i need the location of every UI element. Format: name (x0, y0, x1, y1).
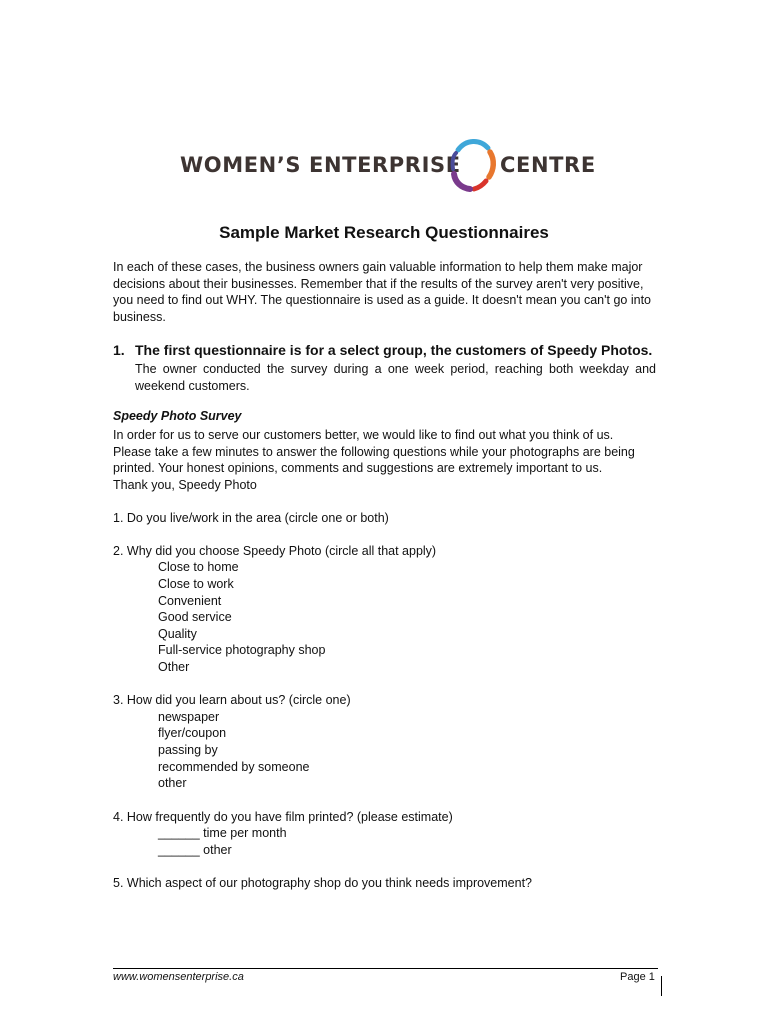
survey-intro (113, 427, 656, 493)
q2-option: Close to home (158, 560, 239, 574)
page-number: Page 1 (620, 971, 655, 983)
question-5: 5. Which aspect of our photography shop do you think needs improvement? (113, 876, 533, 890)
q2-option: Convenient (158, 594, 222, 608)
womens-enterprise-centre-logo (180, 136, 594, 194)
section-heading (113, 342, 652, 358)
section-number: 1. (113, 342, 125, 358)
q3-option: newspaper (158, 710, 220, 724)
q2-option: Quality (158, 627, 197, 641)
page-title: Sample Market Research Questionnaires (219, 223, 549, 242)
intro-line: In each of these cases, the business owners gain valuable information to help them make major (113, 260, 643, 274)
q2-option: Other (158, 660, 190, 674)
intro-line: you need to find out WHY. The questionnaire is used as a guide. It doesn't mean you can't go into (113, 293, 651, 308)
q3-option: other (158, 776, 187, 790)
footer-rule (113, 968, 658, 969)
logo-text-right: CENTRE (500, 153, 596, 177)
q4-option: ______ time per month (158, 826, 287, 840)
question-3: 3. How did you learn about us? (circle one) (113, 693, 351, 707)
survey-intro-line: printed. Your honest opinions, comments and suggestions are extremely important to us. (113, 461, 603, 476)
survey-title: Speedy Photo Survey (113, 409, 242, 423)
question-4: 4. How frequently do you have film printed? (please estimate) (113, 810, 453, 824)
q2-option: Full-service photography shop (158, 643, 326, 657)
question-2: 2. Why did you choose Speedy Photo (circle all that apply) (113, 544, 437, 558)
q4-option: ______ other (158, 843, 232, 857)
question-1: 1. Do you live/work in the area (circle one or both) (113, 511, 389, 525)
footer-divider (661, 976, 662, 996)
circular-brushstroke-logo-icon (448, 136, 498, 194)
section-body: The owner conducted the survey during a one week period, reaching both weekday and weekend customers. (135, 362, 656, 393)
q2-option: Good service (158, 610, 232, 624)
section-heading-text: The first questionnaire is for a select group, the customers of Speedy Photos. (135, 342, 653, 358)
survey-intro-line: In order for us to serve our customers better, we would like to find out what you think of us. (113, 428, 614, 442)
logo-text-left: WOMEN’S ENTERPRISE (180, 153, 461, 177)
q2-option: Close to work (158, 577, 234, 591)
q3-option: passing by (158, 743, 218, 757)
q3-option: flyer/coupon (158, 726, 227, 740)
intro-line: decisions about their businesses. Remember that if the results of the survey aren't very positive, (113, 276, 644, 291)
survey-signoff: Thank you, Speedy Photo (113, 477, 257, 492)
intro-paragraph (113, 259, 656, 325)
footer-url[interactable]: www.womensenterprise.ca (113, 971, 244, 983)
intro-line: business. (113, 309, 166, 324)
survey-intro-line: Please take a few minutes to answer the following questions while your photographs are being (113, 444, 635, 459)
q3-option: recommended by someone (158, 760, 310, 774)
